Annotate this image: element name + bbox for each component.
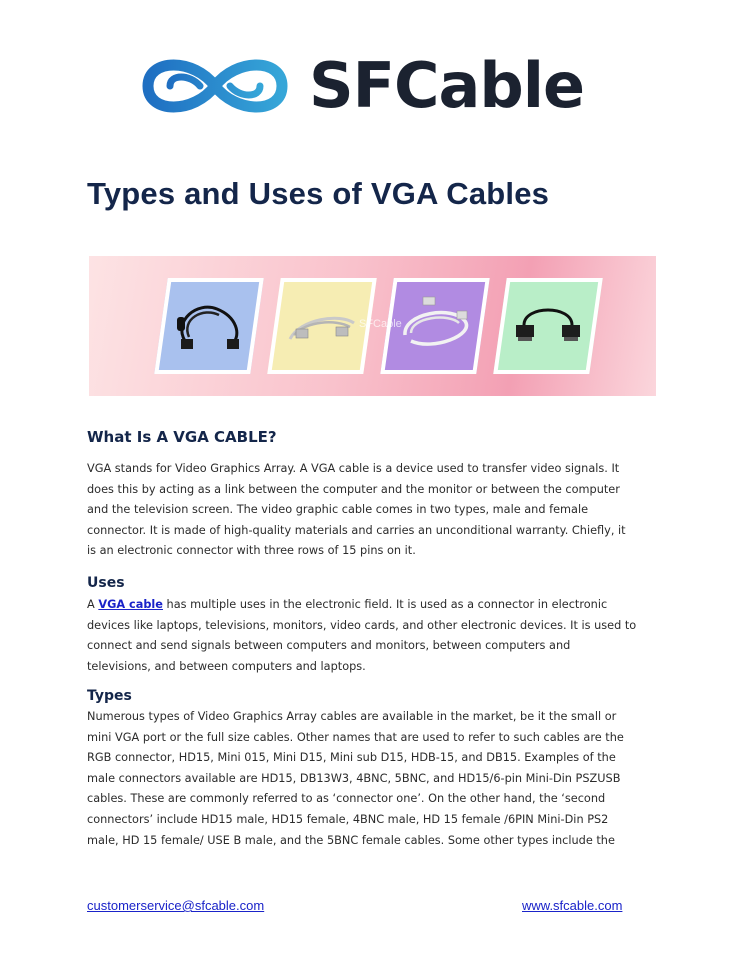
what-is-line: and the television screen. The video graphic cable comes in two types, male and female (87, 503, 589, 517)
types-line: RGB connector, HD15, Mini 015, Mini D15, Mini sub D15, HDB-15, and DB15. Examples of the (87, 751, 616, 765)
page-title: Types and Uses of VGA Cables (87, 176, 550, 211)
types-line: male connectors available are HD15, DB13W3, 4BNC, 5BNC, and HD15/6-pin Mini-Din PSZUSB (87, 771, 621, 785)
uses-line: devices like laptops, televisions, monitors, video cards, and other electronic devices. It is used to (87, 618, 637, 632)
types-heading: Types (87, 688, 132, 704)
types-line: Numerous types of Video Graphics Array cables are available in the market, be it the small or (87, 710, 617, 723)
types-line: connectors’ include HD15 male, HD15 female, 4BNC male, HD 15 female /6PIN Mini-Din PS2 (87, 812, 609, 826)
footer-website-link[interactable]: www.sfcable.com (522, 898, 623, 913)
logo-text: SFCable (309, 49, 585, 122)
vga-cable-link[interactable]: VGA cable (98, 598, 163, 611)
white-vga-cable-icon (393, 291, 477, 361)
types-section (87, 688, 652, 704)
black-vga-cable-icon (167, 291, 251, 361)
types-line: cables. These are commonly referred to as ‘connector one’. On the other hand, the ‘second (87, 792, 606, 806)
uses-paragraph (87, 595, 657, 677)
infinity-logo-icon (128, 42, 303, 130)
uses-heading: Uses (87, 575, 125, 591)
what-is-line: VGA stands for Video Graphics Array. A VGA cable is a device used to transfer video signals. It (87, 462, 620, 475)
grey-vga-cable-icon (280, 291, 364, 361)
uses-lead: A (87, 598, 99, 611)
types-line: male, HD 15 female/ USE B male, and the 5BNC female cables. Some other types include the (87, 833, 615, 847)
uses-line: has multiple uses in the electronic field. It is used as a connector in electronic (162, 598, 608, 611)
cable-card-short-black (493, 278, 602, 374)
uses-section (87, 575, 652, 591)
types-paragraph (87, 707, 652, 851)
what-is-line: is an electronic connector with three rows of 15 pins on it. (87, 544, 416, 558)
what-is-heading: What Is A VGA CABLE? (87, 428, 277, 446)
cable-card-black (154, 278, 263, 374)
sfcable-logo (128, 42, 618, 130)
types-line: mini VGA port or the full size cables. Other names that are used to refer to such cables are the (87, 730, 624, 744)
uses-line: televisions, and between computers and laptops. (87, 659, 366, 673)
what-is-section (87, 428, 652, 446)
banner-image (89, 256, 656, 396)
footer-email-link[interactable]: customerservice@sfcable.com (87, 898, 265, 913)
what-is-line: connector. It is made of high-quality materials and carries an unconditional warranty. Chiefly, it (87, 523, 626, 537)
uses-line: connect and send signals between computers and monitors, between computers and (87, 639, 571, 653)
what-is-line: does this by acting as a link between the computer and the monitor or between the computer (87, 482, 620, 496)
what-is-paragraph (87, 459, 652, 562)
banner-watermark: SFCable (359, 318, 402, 330)
short-vga-cable-icon (506, 291, 590, 361)
